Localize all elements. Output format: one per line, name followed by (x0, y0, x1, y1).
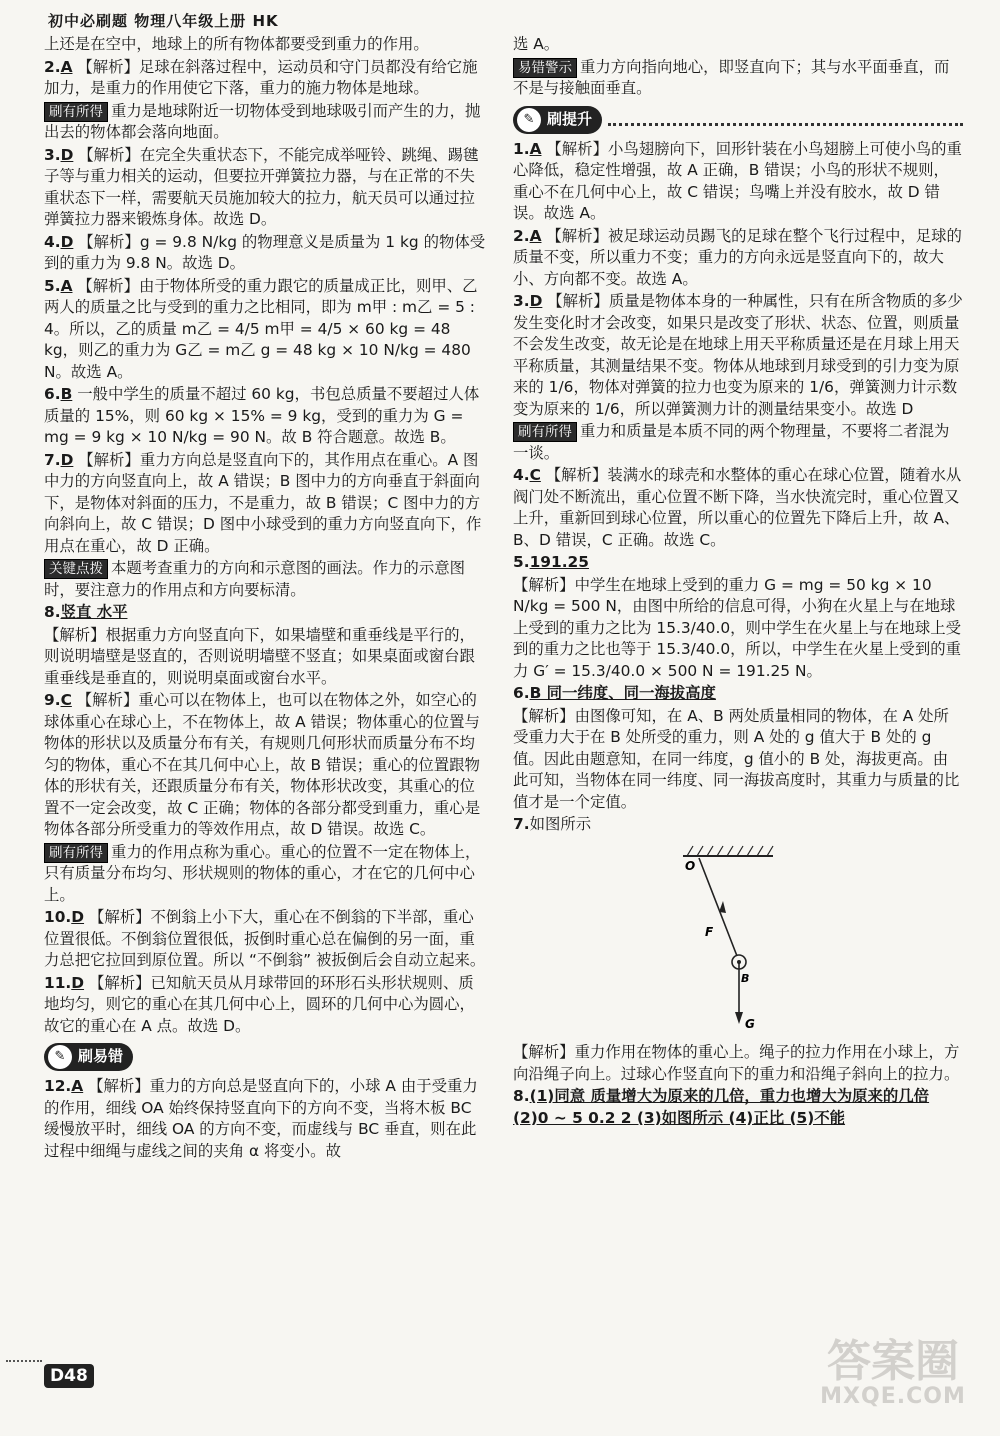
answer-item (44, 907, 488, 972)
question-number: 3. (513, 292, 530, 310)
right-items-2 (513, 1042, 963, 1129)
answer-choice: (1)同意 质量增大为原来的几倍，重力也增大为原来的几倍 (2)0 ~ 5 0.2 2 (3)如图所示 (4)正比 (5)不能 (513, 1087, 930, 1127)
explanation-text: 【解析】装满水的球壳和水整体的重心在球心位置，随着水从阀门处不断流出，重心位置不断下降，当水快流完时，重心位置又上升，重新回到球心位置，所以重心的位置先下降后上升，故 A、B、D 错误，C 正确。故选 C。 (513, 466, 962, 549)
banner-title: 刷易错 (78, 1047, 124, 1066)
question-number: 7. (44, 450, 61, 469)
string-line (699, 858, 737, 956)
answer-item (44, 57, 488, 100)
explanation-text: 【解析】质量是物体本身的一种属性，只有在所含物质的多少发生变化时才会改变，如果只是改变了形状、状态、位置，则质量不会发生改变，故无论是在地球上用天平称质量还是在月球上用天平称质量，其测量结果不变。物体从地球到月球受到的引力变为原来的 1/6，物体对弹簧的拉力也变为原来的 1/6，弹簧测力计示数变为原来的 1/6，所以弹簧测力计的测量结果变小。故选 D (513, 292, 963, 418)
question-number: 3. (44, 145, 61, 164)
answer-choice: A (60, 57, 73, 76)
explanation-text: 【解析】中学生在地球上受到的重力 G = mg = 50 kg × 10 N/kg = 500 N，由图中所给的信息可得，小狗在火星上与在地球上受到的重力之比为 15.3/40.0，则中学生在火星上与在地球上受到的重力之比也等于 15.3/40.0，所以，中学生在火星上受到的重力 G′ = 15.3/40.0 × 500 N = 191.25 N。 (513, 575, 961, 680)
question-number: 6. (44, 385, 61, 403)
label-b: B (741, 971, 750, 985)
explanation-text: 【解析】g = 9.8 N/kg 的物理意义是质量为 1 kg 的物体受到的重力为 9.8 N。故选 D。 (44, 232, 486, 272)
answer-choice: A (71, 1077, 84, 1095)
tension-arrowhead (719, 901, 726, 913)
pendulum-force-svg (663, 842, 783, 1030)
answer-choice: D (60, 232, 74, 251)
answer-item (44, 145, 488, 231)
answer-item (513, 139, 963, 225)
banner-easy-mistake (44, 1043, 488, 1071)
answer-item (513, 814, 963, 836)
note-tag: 刷有所得 (44, 102, 108, 122)
note-tag: 关键点拨 (44, 559, 108, 579)
note-tag: 刷有所得 (513, 422, 577, 442)
explanation-text: 【解析】由于物体所受的重力跟它的质量成正比，则甲、乙两人的质量之比与受到的重力之比相同，即为 m甲 : m乙 = 5 : 4。所以，乙的质量 m乙 = 4/5 m甲 = 4/5 × 60 kg = 48 kg，则乙的重力为 G乙 = m乙 g = 48 kg × 10 N/kg = 480 N。故选 A。 (44, 276, 478, 381)
answer-item (44, 973, 488, 1038)
answer-choice: D (71, 973, 85, 992)
answer-item (44, 625, 488, 690)
explanation-text: 【解析】重力方向总是竖直向下的，其作用点在重心。A 图中力的方向竖直向上，故 A 错误；B 图中力的方向垂直于斜面向下，是物体对斜面的压力，不是重力，故 B 错误；C 图中力的方向斜向上，故 C 错误；D 图中小球受到的重力方向竖直向下，作用点在重心，故 D 正确。 (44, 450, 482, 555)
explanation-text: 一般中学生的质量不超过 60 kg，书包总质量不要超过人体质量的 15%，则 60 kg × 15% = 9 kg，受到的重力为 G = mg = 9 kg × 10 N/kg = 90 N。故 B 符合题意。故选 B。 (44, 385, 480, 446)
explanation-text: 【解析】重力的方向总是竖直向下的，小球 A 由于受重力的作用，细线 OA 始终保持竖直向下的方向不变，当将木板 BC 缓慢放平时，细线 OA 的方向不变，而虚线与 BC 垂直，则在此过程中细绳与虚线之间的夹角 α 将变小。故 (44, 1077, 478, 1160)
banner-label-box (44, 1043, 133, 1071)
force-diagram (663, 842, 963, 1037)
answer-item (513, 683, 963, 705)
ceiling-hatching (687, 846, 773, 856)
right-items (513, 139, 963, 836)
answer-choice: A (529, 226, 542, 245)
question-number: 9. (44, 691, 61, 709)
page-number: D48 (44, 1364, 94, 1388)
explanation-text: 重力的作用点称为重心。重心的位置不一定在物体上，只有质量分布均匀、形状规则的物体的重心，才在它的几何中心上。 (44, 842, 481, 904)
answer-choice: C (529, 466, 541, 484)
answer-choice: B 同一纬度、同一海拔高度 (529, 684, 716, 702)
answer-choice: D (71, 908, 85, 926)
warning-note (513, 57, 963, 100)
warning-text: 重力方向指向地心，即竖直向下；其与水平面垂直，而不是与接触面垂直。 (513, 57, 950, 97)
answer-item (44, 384, 488, 449)
question-number: 11. (44, 973, 72, 992)
warning-tag: 易错警示 (513, 58, 577, 78)
explanation-text: 本题考查重力的方向和示意图的画法。作力的示意图时，要注意力的作用点和方向要标清。 (44, 559, 465, 599)
answer-item (513, 1086, 963, 1129)
answer-choice: A (529, 139, 542, 158)
answer-item (513, 706, 963, 814)
answer-item (513, 226, 963, 291)
answer-item (44, 1076, 488, 1162)
answer-item (44, 602, 488, 624)
page-header: 初中必刷题 物理八年级上册 HK (48, 12, 279, 30)
answer-choice: A (60, 276, 73, 295)
answer-choice: D (60, 145, 74, 164)
label-g: G (745, 1016, 755, 1030)
explanation-text: 【解析】在完全失重状态下，不能完成举哑铃、跳绳、踢毽子等与重力相关的运动，但要拉开弹簧拉力器，与在正常的不失重状态下一样，需要航天员施加较大的拉力，航天员可以通过拉弹簧拉力器来锻炼身体。故选 D。 (44, 145, 479, 228)
explanation-text: 【解析】小鸟翅膀向下，回形针装在小鸟翅膀上可使小鸟的重心降低，稳定性增强，故 A 正确，B 错误；小鸟的形状不规则，重心不在几何中心上，故 C 错误；鸟嘴上并没有胶水，故 D 错误。故选 A。 (513, 139, 962, 222)
explanation-text: 重力和质量是本质不同的两个物理量，不要将二者混为一谈。 (513, 422, 950, 462)
question-number: 5. (513, 553, 530, 571)
answer-item (513, 291, 963, 420)
question-number: 12. (44, 1077, 72, 1095)
answer-choice: C (60, 691, 72, 709)
right-lead: 选 A。 (513, 35, 560, 53)
explanation-text: 【解析】已知航天员从月球带回的环形石头形状规则、质地均匀，则它的重心在其几何中心上，圆环的几何中心为圆心，故它的重心在 A 点。故选 D。 (44, 973, 475, 1035)
question-number: 1. (513, 139, 530, 158)
label-o: O (685, 858, 696, 873)
question-number: 4. (513, 466, 530, 484)
answer-choice: D (529, 292, 543, 310)
question-number: 8. (513, 1087, 530, 1105)
left-column (44, 34, 488, 1163)
answer-item (44, 276, 488, 384)
answer-item (44, 232, 488, 275)
gravity-arrowhead (735, 1012, 743, 1024)
question-number: 7. (513, 815, 530, 833)
answer-item (44, 101, 488, 144)
left-items-2 (44, 1076, 488, 1162)
explanation-text: 【解析】足球在斜落过程中，运动员和守门员都没有给它施加力，是重力的作用使它下落，重力的施力物体是地球。 (44, 57, 478, 97)
right-column (513, 34, 963, 1130)
question-number: 6. (513, 684, 530, 702)
answer-choice: B (60, 385, 73, 403)
answer-item (44, 690, 488, 841)
explanation-text: 【解析】被足球运动员踢飞的足球在整个飞行过程中，足球的质量不变，所以重力不变；重力的方向永远是竖直向下的，故大小、方向都不变。故选 A。 (513, 226, 962, 288)
question-number: 8. (44, 603, 61, 621)
pencil-badge-icon: ✎ (517, 108, 541, 132)
explanation-text: 重力是地球附近一切物体受到地球吸引而产生的力，抛出去的物体都会落向地面。 (44, 101, 481, 141)
watermark (808, 1336, 978, 1430)
answer-choice: D (60, 450, 74, 469)
label-f: F (705, 924, 714, 939)
watermark-line-2: MXQE.COM (820, 1384, 966, 1409)
explanation-text: 【解析】不倒翁上小下大，重心在不倒翁的下半部，重心位置很低。不倒翁位置很低，扳倒时重心总在偏倒的另一面，重力总把它拉回到原位置。所以 “不倒翁” 被扳倒后会自动立起来。 (44, 908, 486, 969)
margin-dots (6, 1360, 42, 1362)
answer-item (513, 575, 963, 683)
dotted-rule (608, 113, 963, 126)
explanation-text: 【解析】重力作用在物体的重心上。绳子的拉力作用在小球上，方向沿绳子向上。过球心作竖直向下的重力和沿绳子斜向上的拉力。 (513, 1043, 960, 1083)
answer-item (44, 450, 488, 558)
watermark-line-1: 答案圈 (827, 1336, 959, 1387)
explanation-text: 如图所示 (529, 815, 592, 833)
question-number: 10. (44, 908, 72, 926)
answer-item (513, 552, 963, 574)
answer-item (44, 842, 488, 907)
left-items (44, 57, 488, 1038)
pencil-badge-icon: ✎ (48, 1045, 72, 1069)
answer-choice: 竖直 水平 (60, 603, 128, 621)
banner-improve (513, 106, 963, 134)
answer-item (513, 1042, 963, 1085)
note-tag: 刷有所得 (44, 843, 108, 863)
explanation-text: 【解析】由图像可知，在 A、B 两处质量相同的物体，在 A 处所受重力大于在 B 处所受的重力，则 A 处的 g 值大于 B 处的 g 值。因此由题意知，在同一纬度，g 值小的 B 处，海拔更高。由此可知，当物体在同一纬度、同一海拔高度时，其重力与质量的比值才是一个定值。 (513, 706, 960, 811)
question-number: 2. (513, 226, 530, 245)
answer-item (44, 558, 488, 601)
answer-choice: 191.25 (529, 553, 589, 571)
question-number: 5. (44, 276, 61, 295)
explanation-text: 【解析】重心可以在物体上，也可以在物体之外，如空心的球体重心在球心上，不在物体上，故 A 错误；物体重心的位置与物体的形状以及质量分布有关，有规则几何形状而质量分布不均匀的物体，重心不在其几何中心上，故 B 错误；重心的位置跟物体的形状有关，还跟质量分布有关，物体形状改变，其重心的位置不一定会改变，故 C 正确；物体的各部分都受到重力，重心是物体各部分所受重力的等效作用点，故 D 错误。故选 C。 (44, 691, 481, 838)
explanation-text: 【解析】根据重力方向竖直向下，如果墙壁和重垂线是平行的，则说明墙壁是竖直的，否则说明墙壁不竖直；如果桌面或窗台跟重垂线是垂直的，则说明桌面或窗台水平。 (44, 625, 475, 687)
banner-title: 刷提升 (547, 109, 593, 128)
answer-item (513, 465, 963, 551)
left-lead: 上还是在空中，地球上的所有物体都要受到重力的作用。 (44, 35, 429, 53)
banner-label-box (513, 106, 602, 134)
question-number: 2. (44, 57, 61, 76)
answer-item (513, 421, 963, 464)
question-number: 4. (44, 232, 61, 251)
